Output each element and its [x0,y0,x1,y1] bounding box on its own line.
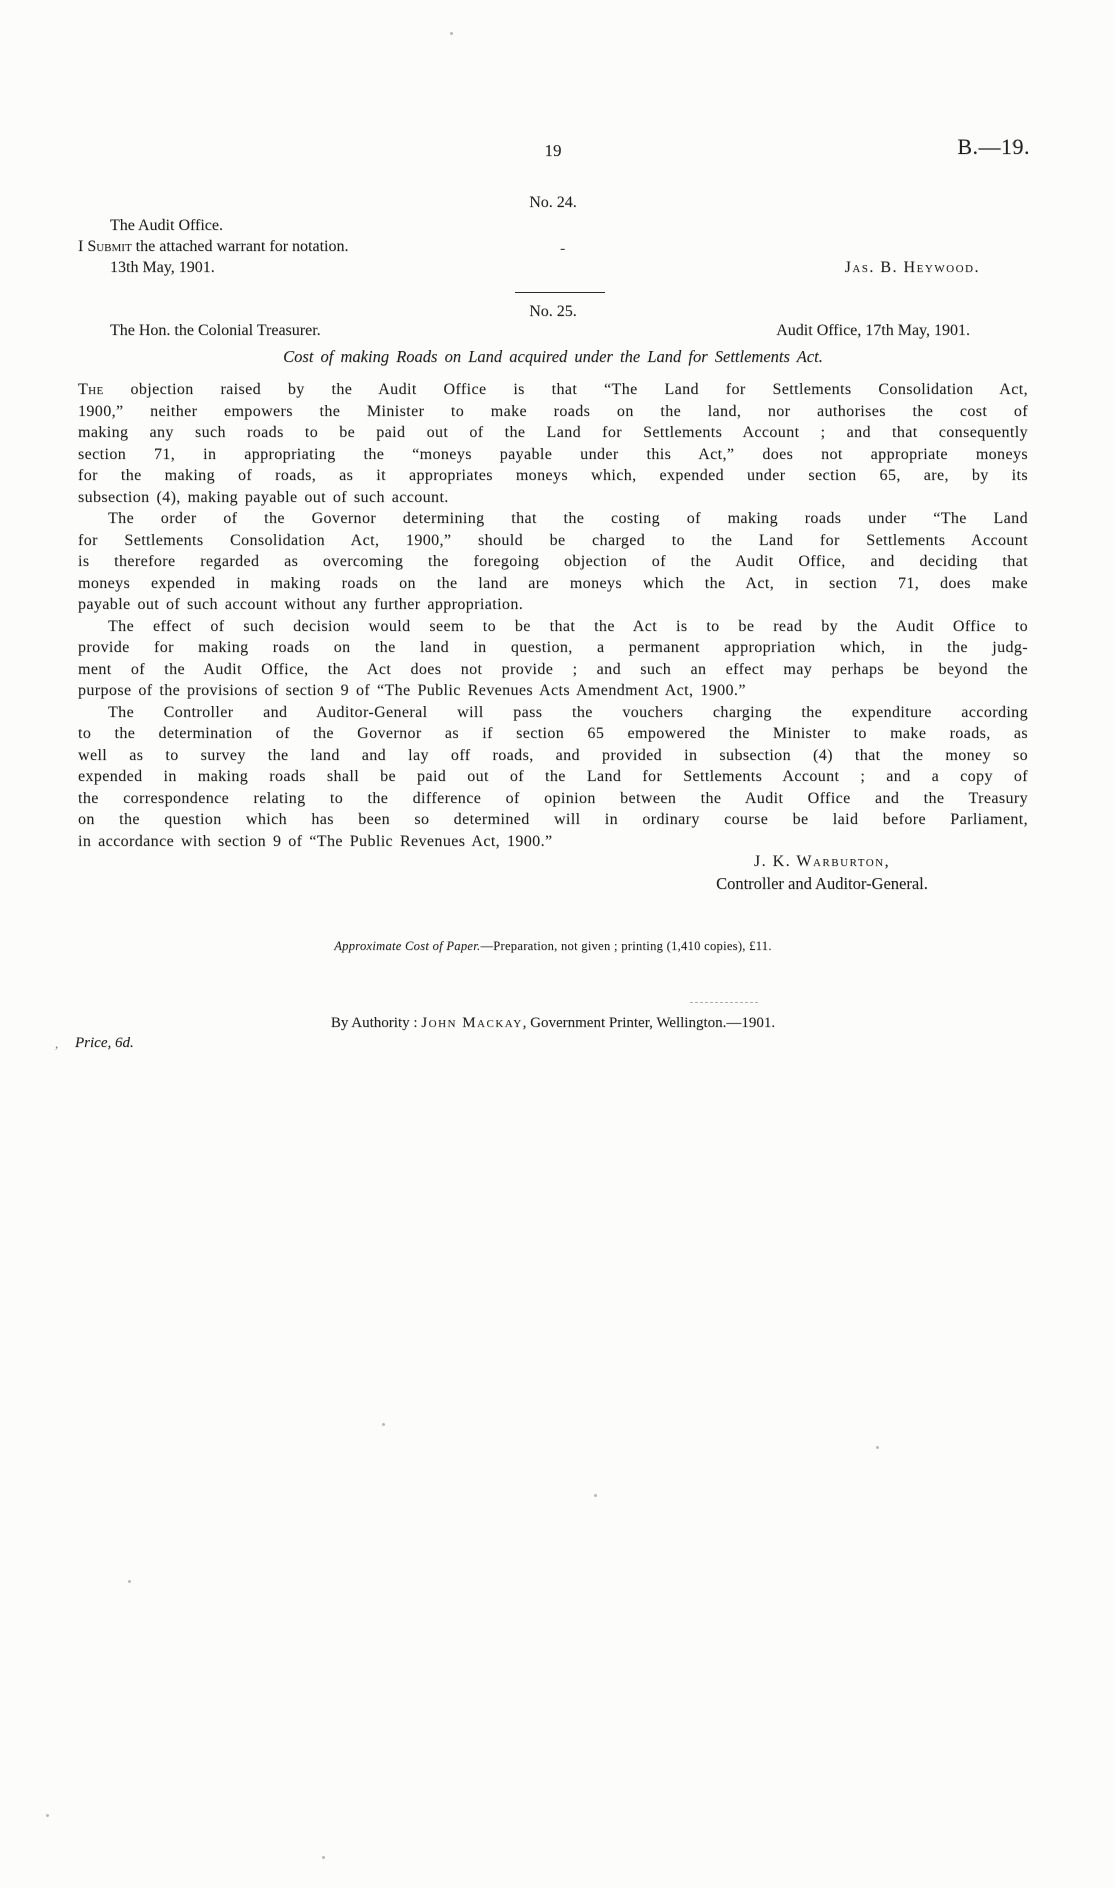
authority-printer-name: John Mackay [421,1015,523,1031]
paragraph-1-line-5: for the making of roads, as it appropriates moneys which, expended under section 65, are, by its [78,467,1028,484]
scan-speck [1012,142,1015,145]
letter-no24-body-pre: I [78,238,88,255]
letter-body [78,379,1028,852]
paragraph-2-line-4: moneys expended in making roads on the land are moneys which the Act, in section 71, does make [78,574,1028,592]
letter-no24-dateline-row [78,257,1028,278]
paragraph-2-line-5: payable out of such account without any further appropriation. [78,596,524,613]
authority-pre: By Authority : [330,1015,422,1031]
paragraph-4-line-1: The Controller and Auditor-General will pass the vouchers charging the expenditure according [108,703,1028,721]
letter-no25-addressee: The Hon. the Colonial Treasurer. [110,322,321,339]
letter-no24-addressee: The Audit Office. [110,217,224,234]
paragraph-2-line-2: for Settlements Consolidation Act, 1900,” should be charged to the Land for Settlements Account [78,531,1028,549]
stray-comma-artifact: , [55,1036,59,1051]
letter-no25-dateline: Audit Office, 17th May, 1901. [776,322,970,339]
paragraph-1-line-4: section 71, in appropriating the “moneys payable under this Act,” does not appropriate moneys [78,445,1028,463]
paragraph-4-line-3: well as to survey the land and lay off roads, and provided in subsection (4) that the money so [78,746,1028,764]
approximate-cost-lead: Approximate Cost of Paper. [334,939,481,953]
scan-speck [450,32,453,35]
letter-no25-address-row [78,322,1028,340]
page-number: 19 [544,141,562,160]
price-line: Price, 6d. [75,1035,134,1051]
authority-post: , Government Printer, Wellington.—1901. [522,1015,776,1031]
scan-speck [382,1423,385,1426]
section-divider-rule [515,292,605,293]
paragraph-1-line-6: subsection (4), making payable out of such account. [78,488,449,506]
letter-no24-body-smallcaps: Submit [87,238,132,255]
paragraph-3-line-3: ment of the Audit Office, the Act does not provide ; and such an effect may perhaps be beyond the [78,660,1028,678]
signature-block [522,851,1114,894]
scan-speck [594,1494,597,1497]
letter-no24-date: 13th May, 1901. [110,259,215,276]
paragraph-2-line-1: The order of the Governor determining that the costing of making roads under “The Land [108,510,1028,527]
paragraph-2-line-3: is therefore regarded as overcoming the foregoing objection of the Audit Office, and deciding that [78,553,1028,570]
document-reference: B.—19. [957,134,1030,159]
paragraph-3-line-1: The effect of such decision would seem to be that the Act is to be read by the Audit Office to [108,617,1028,635]
paragraph-lead-smallcaps: The [78,381,104,398]
paragraph-1-line-2: 1900,” neither empowers the Minister to make roads on the land, nor authorises the cost of [78,402,1028,420]
signature-title: Controller and Auditor-General. [716,873,928,893]
letter-no25-subject: Cost of making Roads on Land acquired under the Land for Settlements Act. [283,347,823,366]
paragraph-4-line-2: to the determination of the Governor as if section 65 empowered the Minister to make roads, as [78,725,1028,742]
paragraph-3-line-2: provide for making roads on the land in question, a permanent appropriation which, in the judg- [78,639,1028,656]
letter-no24-body-post: the attached warrant for notation. [131,238,349,255]
scan-speck [128,1580,131,1583]
scan-speck [322,1856,325,1859]
paragraph-3-line-4: purpose of the provisions of section 9 of “The Public Revenues Acts Amendment Act, 1900.” [78,682,746,699]
paragraph-4-line-6: on the question which has been so determined will in ordinary course be laid before Parliament, [78,811,1028,828]
signature-name: J. K. Warburton, [753,853,891,870]
approximate-cost-line [78,939,1028,954]
letter-no24 [78,215,1028,278]
paragraph-4-line-4: expended in making roads shall be paid out of the Land for Settlements Account ; and a copy of [78,768,1028,785]
section-heading-no25: No. 25. [529,303,577,320]
paragraph-1-line-1: The objection raised by the Audit Office is that “The Land for Settlements Consolidation Act, [78,381,1028,398]
letter-no24-body [78,236,1028,257]
paragraph-4-line-7: in accordance with section 9 of “The Public Revenues Act, 1900.” [78,832,553,850]
authority-line [78,1015,1028,1032]
struck-rule-artifact [690,1002,758,1003]
scan-speck [46,1814,49,1817]
paragraph-1-line-3: making any such roads to be paid out of the Land for Settlements Account ; and that consequently [78,424,1028,441]
letter-no24-signature: Jas. B. Heywood. [844,259,980,276]
stray-dash-artifact: - [560,240,566,257]
scan-speck [876,1446,879,1449]
approximate-cost-rest: —Preparation, not given ; printing (1,410 copies), £11. [480,939,772,953]
paragraph-4-line-5: the correspondence relating to the difference of opinion between the Audit Office and the Treasury [78,789,1028,807]
section-heading-no24: No. 24. [529,194,577,211]
